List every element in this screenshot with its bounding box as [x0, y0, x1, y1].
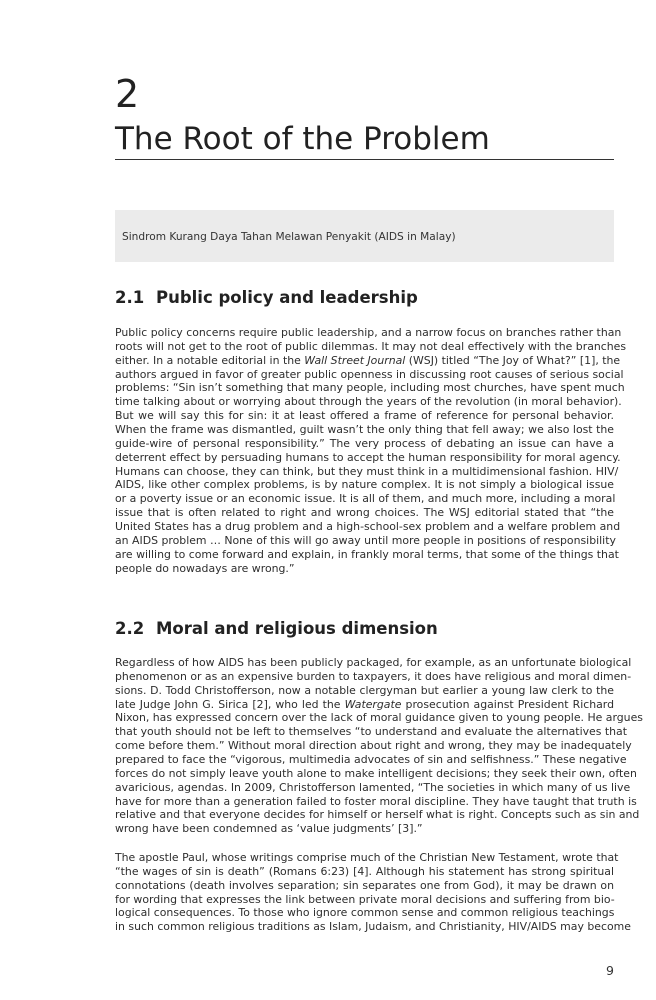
section-heading-2-2	[115, 618, 438, 640]
text-line: time talking about or worrying about through the years of the revolution (in moral behavior).	[115, 395, 622, 409]
text-line: The apostle Paul, whose writings comprise much of the Christian New Testament, wrote that	[115, 851, 619, 864]
section-heading-2-1	[115, 287, 418, 309]
text-line: either. In a notable editorial in the Wall Street Journal (WSJ) titled “The Joy of What?” [1], the	[115, 353, 621, 367]
paragraph	[115, 326, 627, 575]
text-line: are willing to come forward and explain, in frankly moral terms, that some of the things that	[115, 547, 619, 561]
paragraph	[115, 656, 643, 836]
text-line: or a poverty issue or an economic issue. It is all of them, and much more, including a moral	[115, 492, 616, 506]
text-line: sions. D. Todd Christofferson, now a notable clergyman but earlier a young law clerk to the	[115, 683, 614, 697]
text-line: authors argued in favor of greater public openness in discussing root causes of serious social	[115, 367, 624, 381]
text-line: for wording that expresses the link between private moral decisions and suffering from bio-	[115, 892, 615, 906]
text-line: logical consequences. To those who ignore common sense and common religious teachings	[115, 906, 615, 920]
paragraph	[115, 851, 631, 934]
section-number: 2.1	[115, 288, 145, 307]
italic-title: Wall Street Journal	[304, 353, 406, 367]
text-line: Public policy concerns require public leadership, and a narrow focus on branches rather than	[115, 326, 622, 339]
title-rule	[115, 159, 614, 160]
text-line: come before them.” Without moral direction about right and wrong, they may be inadequately	[115, 739, 632, 753]
callout-box	[115, 210, 614, 262]
text-line: Humans can choose, they can think, but they must think in a multidimensional fashion. HIV/	[115, 464, 619, 478]
text-line: deterrent effect by persuading humans to accept the human responsibility for moral agency.	[115, 450, 621, 464]
italic-title: Watergate	[344, 697, 402, 711]
callout-text: Sindrom Kurang Daya Tahan Melawan Penyakit (AIDS in Malay)	[122, 231, 456, 243]
text-line: avaricious, agendas. In 2009, Christofferson lamented, “The societies in which many of us live	[115, 780, 631, 794]
text-line: wrong have been condemned as ‘value judgments’ [3].”	[115, 822, 423, 836]
section-title: Public policy and leadership	[155, 288, 418, 307]
text-line: late Judge John G. Sirica [2], who led the Watergate prosecution against President Richard	[115, 697, 614, 711]
text-line: that youth should not be left to themselves “to understand and evaluate the alternatives that	[115, 725, 627, 739]
section-title: Moral and religious dimension	[155, 619, 438, 638]
text-line: “the wages of sin is death” (Romans 6:23) [4]. Although his statement has strong spiritual	[115, 864, 614, 878]
text-line: guide-wire of personal responsibility.” The very process of debating an issue can have a	[115, 436, 614, 450]
text-line: problems: “Sin isn’t something that many people, including most churches, have spent much	[115, 381, 625, 395]
page-number: 9	[606, 963, 614, 978]
text-line: Nixon, has expressed concern over the lack of moral guidance given to young people. He argues	[115, 711, 643, 725]
text-line: Regardless of how AIDS has been publicly packaged, for example, as an unfortunate biological	[115, 656, 632, 669]
text-line: issue that is often related to right and wrong choices. The WSJ editorial stated that “the	[115, 506, 614, 520]
text-line: people do nowadays are wrong.”	[115, 561, 295, 575]
text-line: roots will not get to the root of public dilemmas. It may not deal effectively with the branches	[115, 339, 627, 353]
section-number: 2.2	[115, 619, 145, 638]
text-line: AIDS, like other complex problems, is by nature complex. It is not simply a biological issue	[115, 478, 614, 492]
text-line: When the frame was dismantled, guilt wasn’t the only thing that fell away; we also lost the	[115, 423, 614, 437]
chapter-title: The Root of the Problem	[115, 121, 490, 157]
text-line: United States has a drug problem and a high-school-sex problem and a welfare problem and	[115, 520, 621, 534]
text-line: prepared to face the “vigorous, multimedia advocates of sin and selfishness.” These negative	[115, 753, 627, 767]
text-line: phenomenon or as an expensive burden to taxpayers, it does have religious and moral dimen-	[115, 669, 632, 683]
text-line: in such common religious traditions as Islam, Judaism, and Christianity, HIV/AIDS may become	[115, 920, 631, 934]
text-line: connotations (death involves separation; sin separates one from God), it may be drawn on	[115, 878, 614, 892]
chapter-number: 2	[115, 72, 140, 116]
text-line: relative and that everyone decides for himself or herself what is right. Concepts such as sin and	[115, 808, 640, 822]
text-line: have for more than a generation failed to foster moral discipline. They have taught that truth is	[115, 794, 637, 808]
text-line: But we will say this for sin: it at least offered a frame of reference for personal behavior.	[115, 409, 614, 423]
text-line: forces do not simply leave youth alone to make intelligent decisions; they seek their own, often	[115, 766, 637, 780]
text-line: an AIDS problem … None of this will go away until more people in positions of responsibility	[115, 533, 616, 547]
